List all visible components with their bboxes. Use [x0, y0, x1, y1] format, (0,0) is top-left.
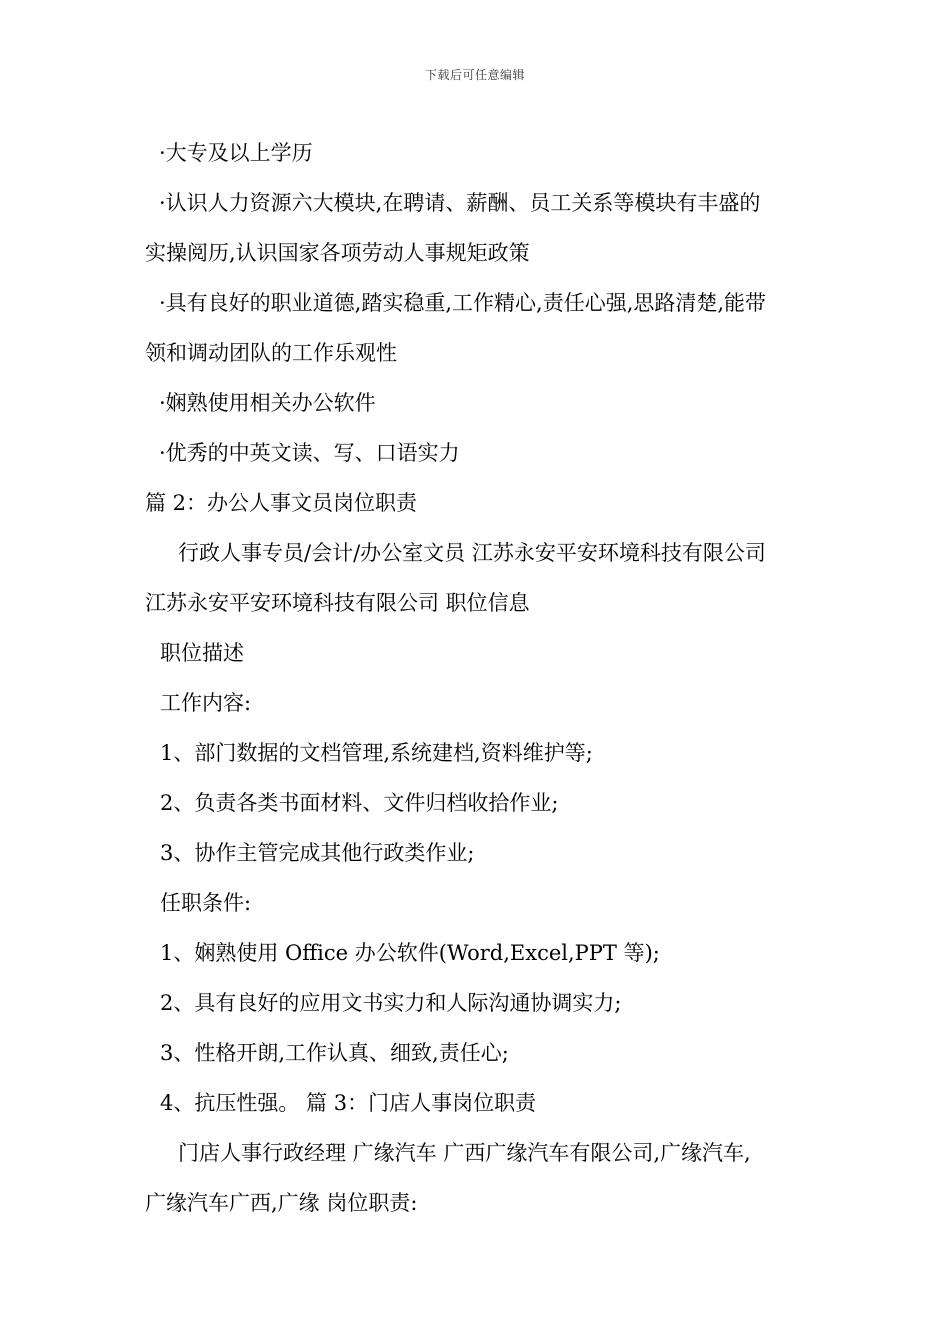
text-line: 任职条件:: [160, 891, 252, 915]
text-line: 江苏永安平安环境科技有限公司 职位信息: [145, 591, 530, 615]
list-item: 1、娴熟使用 Office 办公软件(Word,Excel,PPT 等);: [160, 941, 660, 965]
list-item: 1、部门数据的文档管理,系统建档,资料维护等;: [160, 741, 593, 765]
text-line: 门店人事行政经理 广缘汽车 广西广缘汽车有限公司,广缘汽车,: [178, 1141, 751, 1165]
list-item: 4、抗压性强。 篇 3：门店人事岗位职责: [160, 1091, 537, 1115]
text-line: 职位描述: [160, 641, 244, 665]
text-line: 领和调动团队的工作乐观性: [145, 341, 397, 365]
text-line: ·优秀的中英文读、写、口语实力: [159, 441, 460, 465]
list-item: 3、协作主管完成其他行政类作业;: [160, 841, 475, 865]
text-line: 实操阅历,认识国家各项劳动人事规矩政策: [145, 241, 530, 265]
text-line: ·大专及以上学历: [159, 141, 313, 165]
text-line: 广缘汽车广西,广缘 岗位职责:: [145, 1191, 418, 1215]
section-heading: 篇 2：办公人事文员岗位职责: [145, 491, 418, 515]
text-line: ·娴熟使用相关办公软件: [159, 391, 376, 415]
list-item: 2、负责各类书面材料、文件归档收拾作业;: [160, 791, 559, 815]
list-item: 3、性格开朗,工作认真、细致,责任心;: [160, 1041, 509, 1065]
document-body: [145, 128, 810, 1228]
text-line: 工作内容:: [160, 691, 252, 715]
list-item: 2、具有良好的应用文书实力和人际沟通协调实力;: [160, 991, 622, 1015]
text-line: ·具有良好的职业道德,踏实稳重,工作精心,责任心强,思路清楚,能带: [159, 291, 767, 315]
page-header: 下载后可任意编辑: [424, 68, 525, 82]
text-line: ·认识人力资源六大模块,在聘请、薪酬、员工关系等模块有丰盛的: [159, 191, 761, 215]
text-line: 行政人事专员/会计/办公室文员 江苏永安平安环境科技有限公司: [178, 541, 766, 565]
